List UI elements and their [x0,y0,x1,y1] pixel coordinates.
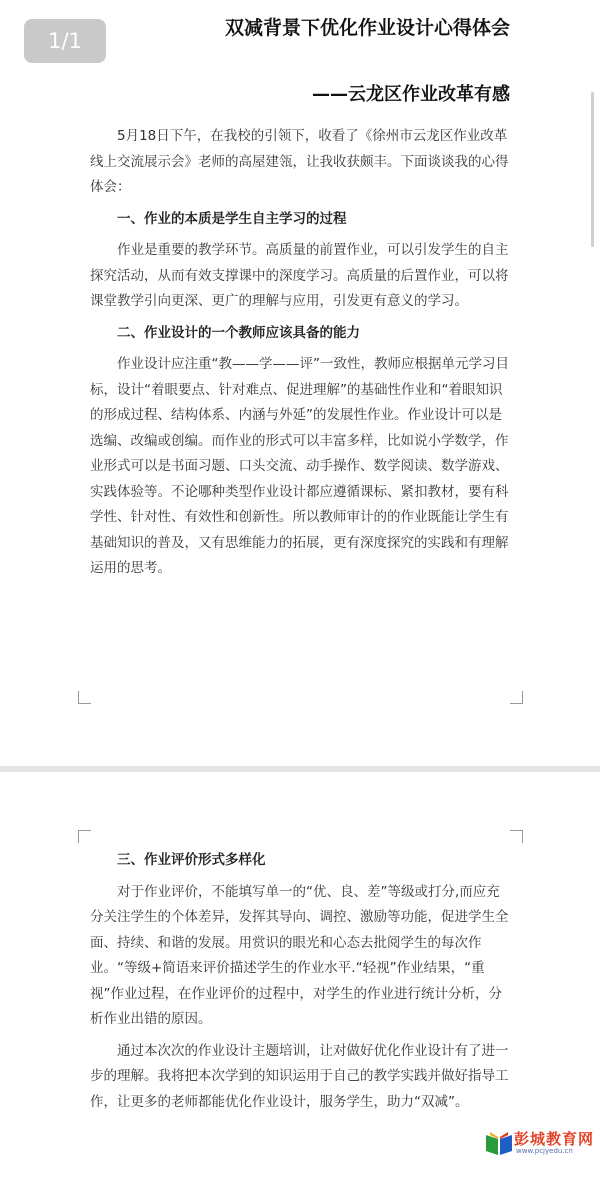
document-title: 双减背景下优化作业设计心得体会 [224,17,510,39]
site-watermark [484,1126,596,1160]
page2-content [90,848,510,1121]
document-subtitle: ——云龙区作业改革有感 [312,84,510,105]
scrollbar-thumb[interactable] [591,92,594,247]
watermark-text: 彭城教育网 [514,1130,595,1148]
paragraph: 通过本次次的作业设计主题培训，让对做好优化作业设计有了进一步的理解。我将把本次学到的知识运用于自己的教学实践并做好指导工作，让更多的老师都能优化作业设计，服务学生，助力“双减”。 [90,1042,509,1110]
page-indicator: 1/1 [24,19,106,63]
page-corner-mark [510,830,523,843]
section-heading: 一、作业的本质是学生自主学习的过程 [117,210,347,227]
paragraph: 对于作业评价，不能填写单一的“优、良、差”等级或打分,而应充分关注学生的个体差异，发挥其导向、调控、激励等功能，促进学生全面、持续、和谐的发展。用赏识的眼光和心态去批阅学生的每次作业。“等级+简语来评价描述学生的作业水平.“轻视”作业结果，“重视”作业过程，在作业评价的过程中，对学生的作业进行统计分析，分析作业出错的原因。 [90,883,509,1027]
page-corner-mark [510,691,523,704]
section-heading: 三、作业评价形式多样化 [117,852,266,868]
page-corner-mark [78,830,91,843]
page1-content [90,124,510,588]
page-corner-mark [78,691,91,704]
paragraph: 5月18日下午，在我校的引领下，收看了《徐州市云龙区作业改革线上交流展示会》老师的高屋建瓴，让我收获颇丰。下面谈谈我的心得体会： [90,128,509,195]
section-heading: 二、作业设计的一个教师应该具备的能力 [117,324,360,341]
paragraph: 作业设计应注重“教——学——评”一致性，教师应根据单元学习目标，设计“着眼要点、针对难点、促进理解”的基础性作业和“着眼知识的形成过程、结构体系、内涵与外延”的发展性作业。作业设计可以是选编、改编或创编。而作业的形式可以丰富多样，比如说小学数学，作业形式可以是书面习题、口头交流、动手操作、数学阅读、数学游戏、实践体验等。不论哪种类型作业设计都应遵循课标、紧扣教材，要有科学性、针对性、有效性和创新性。所以教师审计的的作业既能让学生有基础知识的普及，又有思维能力的拓展，更有深度探究的实践和有理解运用的思考。 [90,356,509,576]
paragraph: 作业是重要的教学环节。高质量的前置作业，可以引发学生的自主探究活动，从而有效支撑课中的深度学习。高质量的后置作业，可以将课堂教学引向更深、更广的理解与应用，引发更有意义的学习。 [90,242,509,309]
book-logo-icon [484,1129,514,1157]
page-separator [0,766,600,772]
watermark-url: www.pcjyedu.cn [516,1147,573,1155]
